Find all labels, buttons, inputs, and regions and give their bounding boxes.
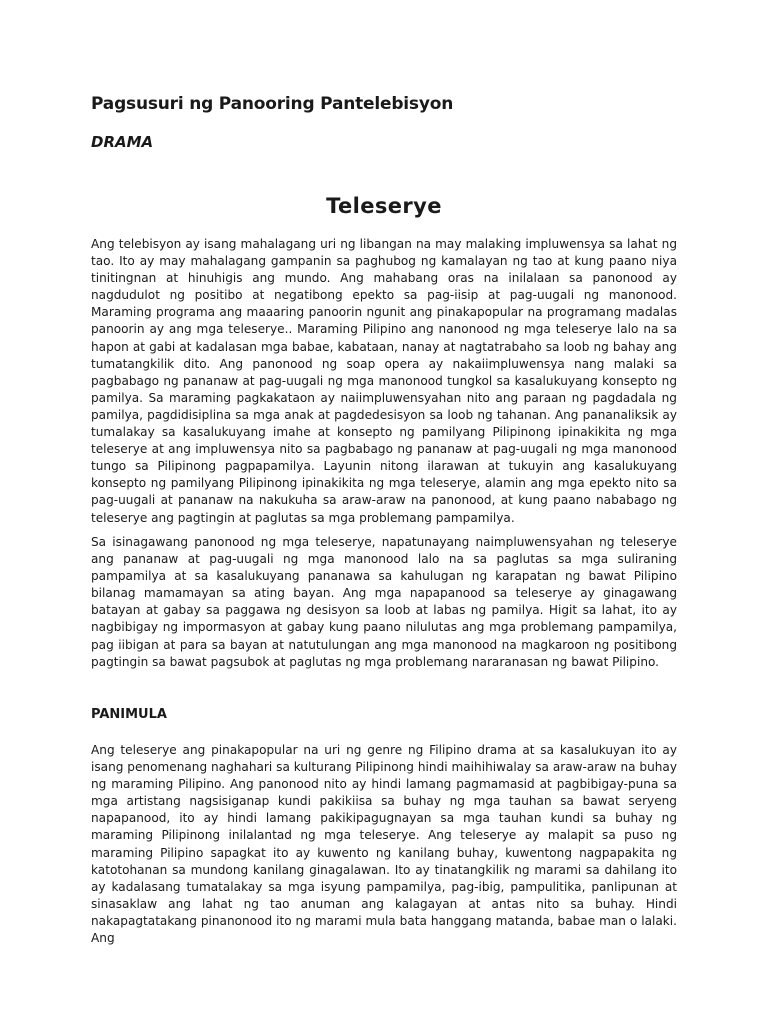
center-title: Teleserye (326, 194, 442, 218)
paragraph: Ang telebisyon ay isang mahalagang uri ng libangan na may malaking impluwensya sa lahat ng tao. Ito ay may mahalagang gampanin sa paghubog ng kamalayan ng tao at kung paano niya tinitingnan at hinuhigis ang mundo. Ang mahabang oras na inilalaan sa panonood ay nagdudulot ng positibo at negatibong epekto sa pag-iisip at pag-uugali ng manonood. Maraming programa ang maaaring panoorin ngunit ang pinakapopular na programang madalas panoorin ay ang mga teleserye.. Maraming Pilipino ang nanonood ng mga teleserye lalo na sa hapon at gabi at kadalasan mga babae, kabataan, nanay at nagtatrabaho sa loob ng bahay ang tumatangkilik dito. Ang panonood ng soap opera ay nakaiimpluwensya nang malaki sa pagbabago ng pananaw at pag-uugali ng mga manonood tungkol sa kasalukuyang konsepto ng pamilya. Sa maraming pagkakataon ay naiimpluwensyahan nito ang paraan ng pagdadala ng pamilya, pagdidisiplina sa mga anak at pagdedesisyon sa loob ng tahanan. Ang pananaliksik ay tumalakay sa kasalukuyang imahe at konsepto ng pamilyang Pilipinong ipinakikita ng mga teleserye at ang impluwensya nito sa pagbabago ng pananaw at pag-uugali ng mga manonood tungo sa Pilipinong pagpapamilya. Layunin nitong ilarawan at tukuyin ang kasalukuyang konsepto ng pamilyang Pilipinong ipinakikita ng mga teleserye, alamin ang mga epekto nito sa pag-uugali at pananaw na nakukuha sa araw-araw na panonood, at kung paano nababago ng teleserye ang pagtingin at paglutas sa mga problemang pampamilya. (91, 237, 677, 525)
section-heading: PANIMULA (91, 707, 167, 722)
document-subtitle: DRAMA (91, 133, 154, 151)
paragraph: Sa isinagawang panonood ng mga teleserye, napatunayang naimpluwensyahan ng teleserye ang pananaw at pag-uugali ng mga manonood lalo na sa paglutas sa mga suliraning pampamilya at sa kasalukuyang pananawa sa kahulugan ng karapatan ng bawat Pilipino bilanag mamamayan sa ating bayan. Ang mga napapanood sa teleserye ay ginagawang batayan at gabay sa paggawa ng desisyon sa loob at labas ng pamilya. Higit sa lahat, ito ay nagbibigay ng impormasyon at gabay kung paano nilulutas ang mga problemang pampamilya, pag iibigan at para sa bayan at natutulungan ang mga manonood na magkaroon ng positibong pagtingin sa bawat pagsubok at paglutas ng mga problemang nararanasan ng bawat Pilipino. (91, 535, 677, 669)
document-title: Pagsusuri ng Panooring Pantelebisyon (91, 94, 454, 114)
paragraph: Ang teleserye ang pinakapopular na uri ng genre ng Filipino drama at sa kasalukuyan ito ay isang penomenang naghahari sa kulturang Pilipinong hindi maihihiwalay sa araw-araw na buhay ng maraming Pilipino. Ang panonood nito ay hindi lamang pagmamasid at pagbibigay-puna sa mga artistang nagsisiganap kundi pakikiisa sa buhay ng mga tauhan sa bawat seryeng napapanood, ito ay hindi lamang pakikipagugnayan sa mga tauhan kundi sa buhay ng maraming Pilipinong inilalantad ng mga teleserye. Ang teleserye ay malapit sa puso ng maraming Pilipino sapagkat ito ay kuwento ng kanilang buhay, kuwentong nagpapakita ng katotohanan sa mundong kanilang ginagalawan. Ito ay tinatangkilik ng marami sa dahilang ito ay kadalasang tumatalakay sa mga isyung pampamilya, pag-ibig, pampulitika, panlipunan at sinasaklaw ang lahat ng tao anuman ang kalagayan at antas nito sa buhay. Hindi nakapagtatakang pinanonood ito ng marami mula bata hanggang matanda, babae man o lalaki. Ang (91, 743, 677, 946)
